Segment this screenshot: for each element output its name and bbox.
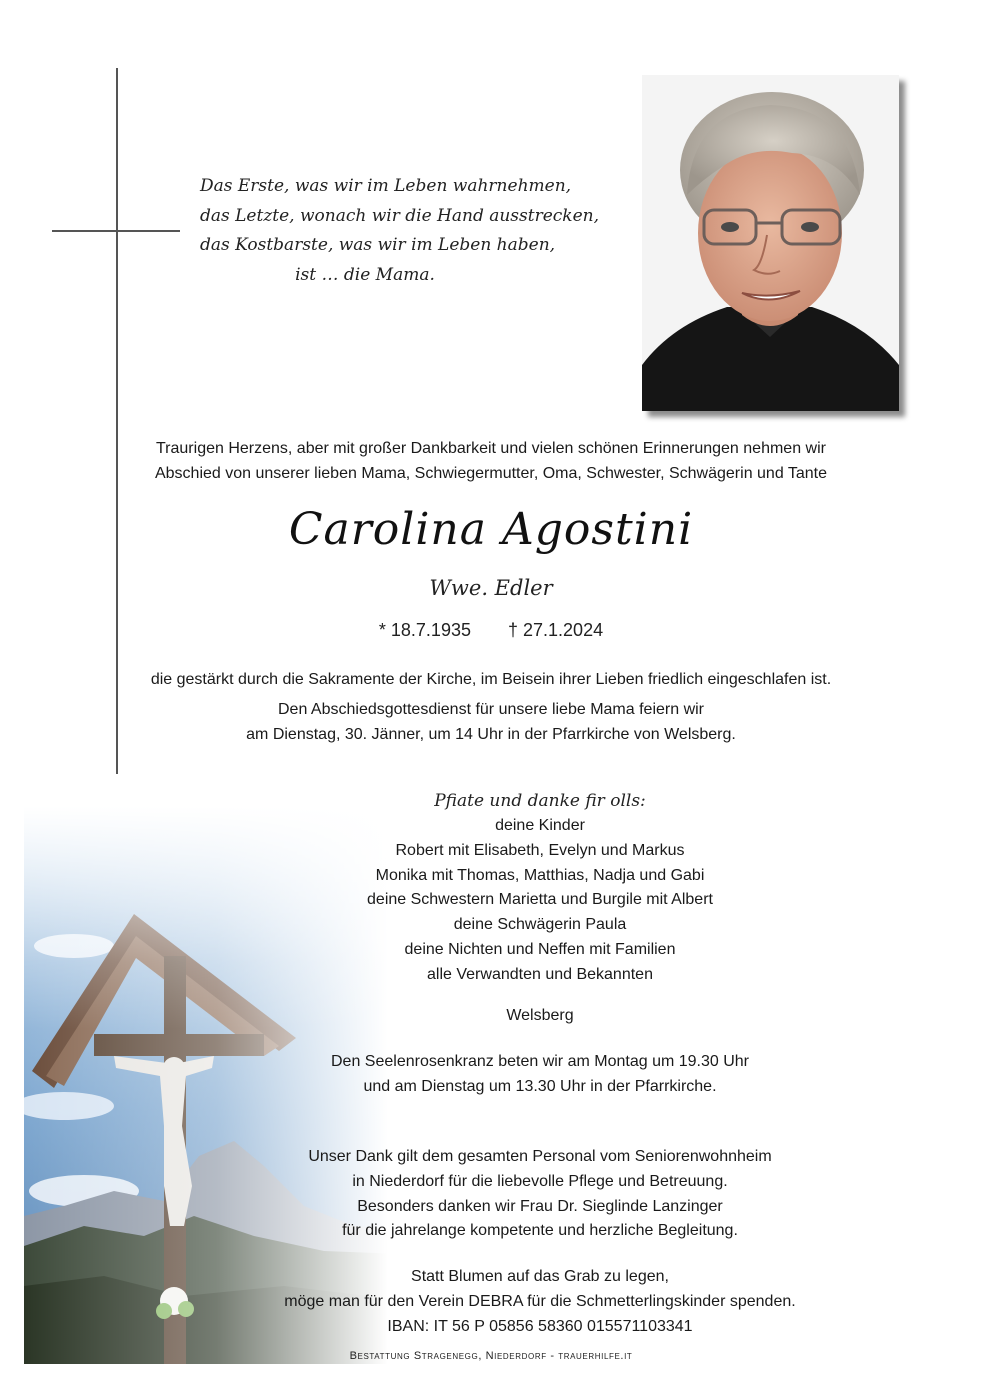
poem-line: das Kostbarste, was wir im Leben haben, bbox=[200, 235, 556, 255]
undertaker-footer: Bestattung Stragenegg, Niederdorf - trauerhilfe.it bbox=[349, 1350, 633, 1362]
thanks-line: für die jahrelange kompetente und herzliche Begleitung. bbox=[342, 1222, 738, 1240]
intro-text bbox=[100, 436, 882, 486]
widow-name: Wwe. Edler bbox=[429, 576, 553, 600]
mourners-block bbox=[280, 788, 800, 988]
funeral-line: Den Abschiedsgottesdienst für unsere liebe Mama feiern wir bbox=[278, 701, 704, 718]
thanks-line: Unser Dank gilt dem gesamten Personal vom Seniorenwohnheim bbox=[308, 1148, 772, 1165]
funeral-announcement bbox=[100, 698, 882, 748]
mourner-line: deine Kinder bbox=[495, 817, 585, 834]
rosary-announcement bbox=[240, 1050, 840, 1100]
poem bbox=[200, 172, 600, 290]
thanks-line: in Niederdorf für die liebevolle Pflege und Betreuung. bbox=[352, 1172, 728, 1190]
thanks-block bbox=[220, 1145, 860, 1244]
thanks-line: Besonders danken wir Frau Dr. Sieglinde Lanzinger bbox=[357, 1197, 723, 1215]
mourner-line: deine Schwägerin Paula bbox=[453, 916, 627, 934]
rosary-line: Den Seelenrosenkranz beten wir am Montag um 19.30 Uhr bbox=[331, 1053, 749, 1070]
donation-block bbox=[200, 1265, 880, 1339]
death-statement: die gestärkt durch die Sakramente der Kirche, im Beisein ihrer Lieben friedlich eingeschlafen ist. bbox=[150, 671, 832, 688]
mourner-line: deine Nichten und Neffen mit Familien bbox=[404, 940, 676, 958]
mourner-line: Robert mit Elisabeth, Evelyn und Markus bbox=[395, 841, 685, 859]
farewell-heading: Pfiate und danke fir olls: bbox=[434, 791, 646, 811]
poem-line: das Letzte, wonach wir die Hand ausstrecken, bbox=[200, 205, 600, 226]
life-dates bbox=[100, 617, 882, 643]
portrait-drawing bbox=[642, 75, 899, 411]
funeral-line: am Dienstag, 30. Jänner, um 14 Uhr in der Pfarrkirche von Welsberg. bbox=[246, 725, 736, 743]
donation-line: möge man für den Verein DEBRA für die Schmetterlingskinder spenden. bbox=[284, 1292, 796, 1310]
deceased-name: Carolina Agostini bbox=[288, 504, 694, 555]
place-name: Welsberg bbox=[506, 1007, 574, 1024]
intro-line: Traurigen Herzens, aber mit großer Dankbarkeit und vielen schönen Erinnerungen nehmen wir bbox=[156, 440, 826, 457]
birth-date: * 18.7.1935 bbox=[378, 620, 471, 640]
death-date: † 27.1.2024 bbox=[508, 620, 604, 640]
poem-line: Das Erste, was wir im Leben wahrnehmen, bbox=[200, 176, 572, 196]
cross-horizontal-line bbox=[52, 230, 180, 232]
portrait-photo bbox=[642, 75, 899, 411]
iban-line: IBAN: IT 56 P 05856 58360 015571103341 bbox=[387, 1317, 693, 1335]
mourner-line: alle Verwandten und Bekannten bbox=[427, 965, 653, 983]
intro-line: Abschied von unserer lieben Mama, Schwiegermutter, Oma, Schwester, Schwägerin und Tante bbox=[154, 465, 828, 482]
rosary-line: und am Dienstag um 13.30 Uhr in der Pfarrkirche. bbox=[363, 1077, 717, 1095]
mourner-line: Monika mit Thomas, Matthias, Nadja und Gabi bbox=[375, 866, 705, 884]
donation-line: Statt Blumen auf das Grab zu legen, bbox=[411, 1268, 669, 1285]
poem-line: ist … die Mama. bbox=[295, 264, 435, 285]
mourner-line: deine Schwestern Marietta und Burgile mit Albert bbox=[367, 891, 713, 909]
